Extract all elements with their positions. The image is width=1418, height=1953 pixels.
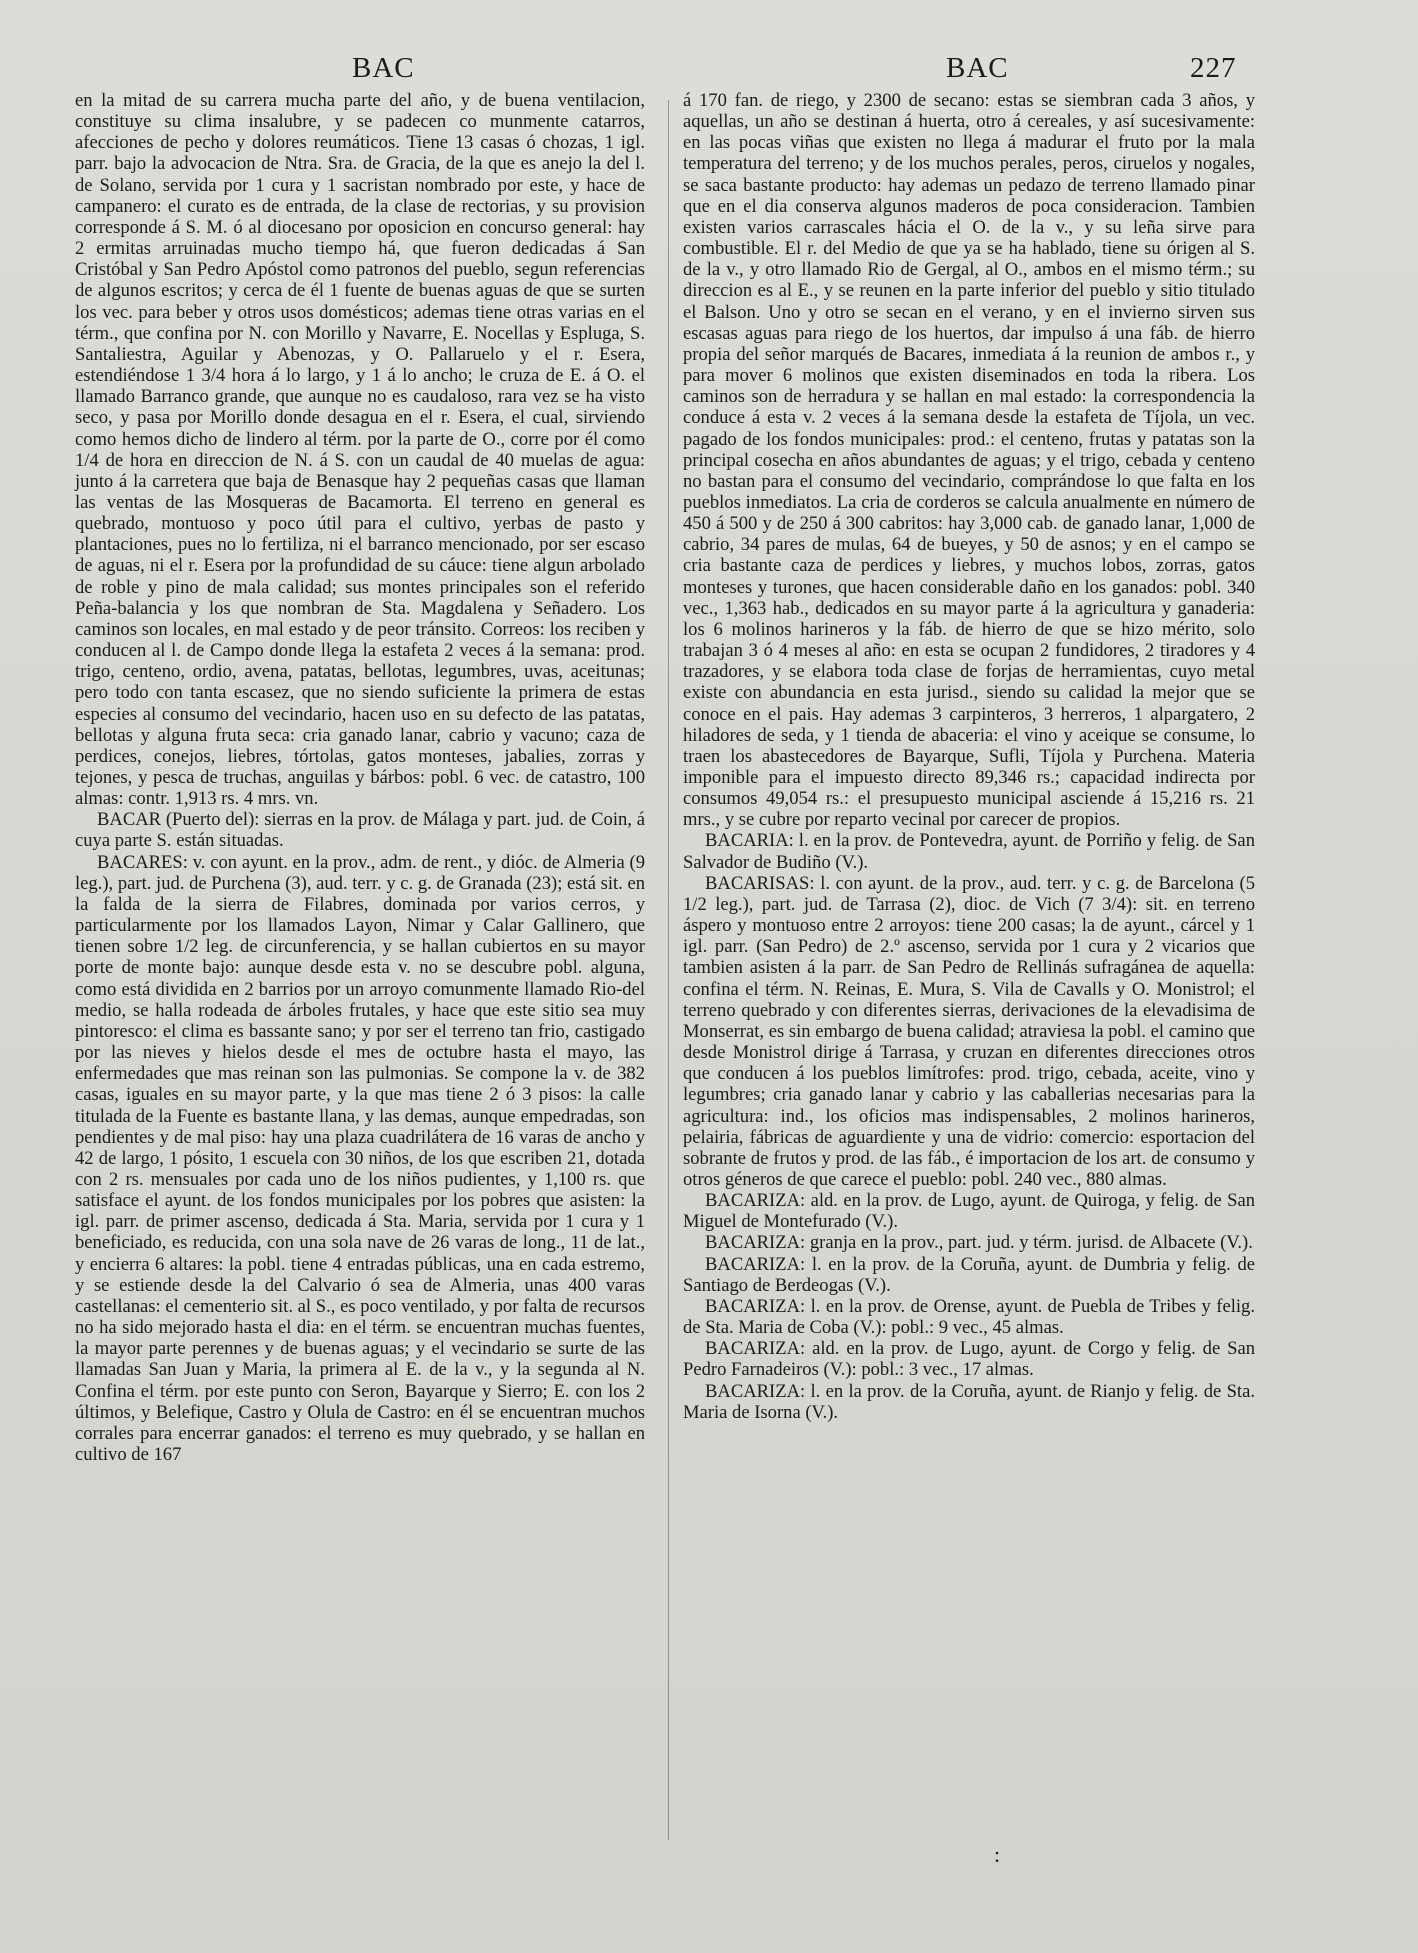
paragraph-continuation: en la mitad de su carrera mucha parte del año, y de buena ventilacion, constituye su clima insalubre, y se padecen co munmente catarros, afecciones de pecho y dolores reumáticos. Tiene 13 casas ó chozas, 1 igl. parr. bajo la advocacion de Ntra. Sra. de Gracia, de la que es anejo la del l. de Solano, servida por 1 cura y 1 sacristan nombrado por este, y hace de campanero: el curato es de entrada, de la clase de rectorias, y su provision corresponde á S. M. ó al diocesano por oposicion en concurso general: hay 2 ermitas arruinadas mucho tiempo há, que fueron dedicadas á San Cristóbal y San Pedro Apóstol como patronos del pueblo, segun referencias de algunos escritos; y cerca de él 1 fuente de buenas aguas de que se surten los vec. para beber y otros usos domésticos; ademas tiene otras varias en el térm., que confina por N. con Morillo y Navarre, E. Nocellas y Espluga, S. Santaliestra, Aguilar y Abenozas, y O. Pallaruelo y el r. Esera, estendiéndose 1 3/4 hora á lo largo, y 1 á lo ancho; le cruza de E. á O. el llamado Barranco grande, que aunque no es caudaloso, rara vez se ha visto seco, y pasa por Morillo donde desagua en el r. Esera, el cual, sirviendo como hemos dicho de lindero al térm. por la parte de O., corre por él como 1/4 de hora en direccion de N. á S. con un caudal de 40 muelas de agua: junto á la carretera que baja de Benasque hay 2 pequeñas casas que llaman las ventas de las Mosqueras de Bacamorta. El terreno en general es quebrado, montuoso y poco útil para el cultivo, yerbas de pasto y plantaciones, pues no lo fertiliza, ni el barranco mencionado, por ser escaso de aguas, ni el r. Esera por la profundidad de su cáuce: tiene algun arbolado de roble y pino de mala calidad; sus montes principales son el referido Peña-balancia y los que nombran de Sta. Magdalena y Señadero. Los caminos son locales, en mal estado y de peor tránsito. Correos: los reciben y conducen al l. de Campo donde llega la estafeta 2 veces á la semana: prod. trigo, centeno, ordio, avena, patatas, bellotas, legumbres, uvas, aceitunas; pero todo con tanta escasez, que no siendo suficiente la primera de estas especies al consumo del vecindario, hacen uso en su defecto de las patatas, bellotas y alguna fruta seca: cria ganado lanar, cabrio y vacuno; caza de perdices, conejos, liebres, tórtolas, gatos monteses, jabalies, zorras y tejones, y pesca de truchas, anguilas y bárbos: pobl. 6 vec. de catastro, 100 almas: contr. 1,913 rs. 4 mrs. vn. — [75, 90, 645, 810]
entry-bacariza-coruna-rianjo: BACARIZA: l. en la prov. de la Coruña, ayunt. de Rianjo y felig. de Sta. Maria de Isorna (V.). — [683, 1380, 1255, 1423]
entry-bacariza-lugo-quiroga: BACARIZA: ald. en la prov. de Lugo, ayunt. de Quiroga, y felig. de San Miguel de Montefurado (V.). — [683, 1190, 1255, 1233]
page-header — [0, 52, 1418, 92]
right-column — [683, 90, 1255, 1423]
header-left-word: BAC — [352, 52, 415, 84]
entry-bacariza-orense: BACARIZA: l. en la prov. de Orense, ayunt. de Puebla de Tribes y felig. de Sta. Maria de Coba (V.): pobl.: 9 vec., 45 almas. — [683, 1295, 1255, 1339]
entry-bacariza-lugo-corgo: BACARIZA: ald. en la prov. de Lugo, ayunt. de Corgo y felig. de San Pedro Farnadeiros (V.): pobl.: 3 vec., 17 almas. — [683, 1338, 1255, 1381]
entry-bacariza-albacete: BACARIZA: granja en la prov., part. jud. y térm. jurisd. de Albacete (V.). — [705, 1232, 1253, 1254]
left-column — [75, 90, 645, 1465]
page-number: 227 — [1190, 52, 1237, 84]
entry-bacaria: BACARIA: l. en la prov. de Pontevedra, ayunt. de Porriño y felig. de San Salvador de Budiño (V.). — [683, 830, 1255, 873]
entry-bacariza-coruna-dumbria: BACARIZA: l. en la prov. de la Coruña, ayunt. de Dumbria y felig. de Santiago de Berdeogas (V.). — [683, 1253, 1255, 1296]
column-divider — [668, 100, 669, 1840]
entry-bacares: BACARES: v. con ayunt. en la prov., adm. de rent., y dióc. de Almeria (9 leg.), part. jud. de Purchena (3), aud. terr. y c. g. de Granada (23); está sit. en la falda de la sierra de Filabres, dominada por varios cerros, y particularmente por los llamados Layon, Nimar y Calar Gallinero, que tienen sobre 1/2 leg. de circunferencia, y se hallan cubiertos en su mayor porte de monte bajo: aunque desde esta v. no se descubre pobl. alguna, como está dividida en 2 barrios por un arroyo comunmente llamado Rio-del medio, se halla rodeada de árboles frutales, y hace que este sitio sea muy pintoresco: el clima es bassante sano; y por ser el terreno tan frio, castigado por las nieves y hielos desde el mes de octubre hasta el mayo, las enfermedades que mas reinan son las pulmonias. Se compone la v. de 382 casas, iguales en su mayor parte, y la que mas tiene 2 ó 3 pisos: la calle titulada de la Fuente es bastante llana, y las demas, aunque empedradas, son pendientes y de mal piso: hay una plaza cuadrilátera de 16 varas de ancho y 42 de largo, 1 pósito, 1 escuela con 30 niños, de los que escriben 21, dotada con 2 rs. mensuales por cada uno de los niños pudientes, y 1,100 rs. que satisface el ayunt. de los fondos municipales por los pobres que asisten: la igl. parr. de primer ascenso, dedicada á Sta. Maria, servida por 1 cura y 1 beneficiado, es reducida, con una sola nave de 26 varas de long., 11 de lat., y encierra 6 altares: la pobl. tiene 4 entradas públicas, una en cada estremo, y se estiende desde la del Calvario ó sea de Almeria, unas 400 varas castellanas: el cementerio sit. al S., es poco ventilado, y por falta de recursos no ha sido mejorado hasta el dia: en el térm. se encuentran muchas fuentes, la mayor parte perennes y de buenas aguas; y el vecindario se surte de las llamadas San Juan y Maria, la primera al E. de la v., y la segunda al N. Confina el térm. por este punto con Seron, Bayarque y Sierro; E. con los 2 últimos, y Belefique, Castro y Olula de Castro: en él se encuentran muchos corrales para encerrar ganados: el terreno es muy quebrado, y se hallan en cultivo de 167 — [75, 851, 646, 1465]
header-right-word: BAC — [946, 52, 1009, 84]
footer-mark: : — [994, 1842, 1001, 1867]
paragraph-continuation: á 170 fan. de riego, y 2300 de secano: estas se siembran cada 3 años, y aquellas, un año se destinan á huerta, otro á cereales, y así sucesivamente: en las pocas viñas que existen no llega á madurar el fruto por la mala temperatura del terreno; y de los muchos perales, peros, ciruelos y nogales, se saca bastante producto: hay ademas un pedazo de terreno llamado pinar que en el dia conserva algunos maderos de poca consideracion. Tambien existen varios carrascales hácia el O. de la v., y su leña sirve para combustible. El r. del Medio de que ya se ha hablado, tiene su órigen al S. de la v., y otro llamado Rio de Gergal, al O., ambos en el mismo térm.; su direccion es al E., y se reunen en la parte inferior del pueblo y sitio titulado el Balson. Uno y otro se secan en el verano, y en el invierno sirven sus escasas aguas para riego de los huertos, dar impulso á una fáb. de hierro propia del señor marqués de Bacares, inmediata á la reunion de ambos r., y para mover 6 molinos que existen diseminados en toda la ribera. Los caminos son de herradura y se hallan en mal estado: la correspondencia la conduce á esta v. 2 veces á la semana desde la estafeta de Tíjola, un vec. pagado de los fondos municipales: prod.: el centeno, frutas y patatas son la principal cosecha en años abundantes de aguas; y el trigo, cebada y centeno no bastan para el consumo del vecindario, comprándose lo que falta en los pueblos inmediatos. La cria de corderos se calcula anualmente en número de 450 á 500 y de 250 á 300 cabritos: hay 3,000 cab. de ganado lanar, 1,000 de cabrio, 34 pares de mulas, 64 de bueyes, y 50 de asnos; y en el campo se cria bastante caza de perdices y liebres, y muchos lobos, zorras, gatos monteses y turones, que hacen considerable daño en los ganados: pobl. 340 vec., 1,363 hab., dedicados en su mayor parte á la agricultura y ganaderia: los 6 molinos harineros y la fáb. de hierro de que se hizo mérito, solo trabajan 3 ó 4 meses al año: en esta se ocupan 2 fundidores, 2 tiradores y 4 trazadores, y se elabora toda clase de forjas de herramientas, cuyo metal existe con abundancia en esta jurisd., siendo su calidad la mejor que se conoce en el pais. Hay ademas 3 carpinteros, 3 herreros, 1 alpargatero, 2 hiladores de seda, y 1 tienda de abaceria: el vino y aceique se consume, lo traen los abastecedores de Bayarque, Sufli, Tíjola y Purchena. Materia imponible para el impuesto directo 89,346 rs.; capacidad indirecta por consumos 49,054 rs.: el presupuesto municipal asciende á 15,216 rs. 21 mrs., y se cubre por reparto vecinal por carecer de propios. — [683, 90, 1255, 831]
entry-bacarisas: BACARISAS: l. con ayunt. de la prov., aud. terr. y c. g. de Barcelona (5 1/2 leg.), part. jud. de Tarrasa (2), dioc. de Vich (7 3/4): sit. en terreno áspero y montuoso entre 2 arroyos: tiene 200 casas; la de ayunt., cárcel y 1 igl. parr. (San Pedro) de 2.º ascenso, servida por 1 cura y 2 vicarios que tambien asisten á la parr. de San Pedro de Rellinás sufragánea de aquella: confina el térm. N. Reinas, E. Mura, S. Vila de Cavalls y O. Monistrol; el terreno quebrado y con diferentes sierras, derivaciones de la elevadisima de Monserrat, es sin embargo de buena calidad; atraviesa la pobl. el camino que desde Monistrol dirige á Tarrasa, y cruzan en diferentes direcciones otros que conducen á los pueblos limítrofes: prod. trigo, cebada, aceite, vino y legumbres; cria ganado lanar y cabrio y las caballerias necesarias para la agricultura: ind., los oficios mas indispensables, 2 molinos harineros, pelairia, fábricas de aguardiente y una de vidrio: comercio: esportacion del sobrante de frutos y prod. de las fáb., é importacion de los art. de consumo y otros géneros de que carece el pueblo: pobl. 240 vec., 880 almas. — [683, 872, 1255, 1190]
entry-bacar: BACAR (Puerto del): sierras en la prov. de Málaga y part. jud. de Coin, á cuya parte S. están situadas. — [75, 809, 645, 852]
